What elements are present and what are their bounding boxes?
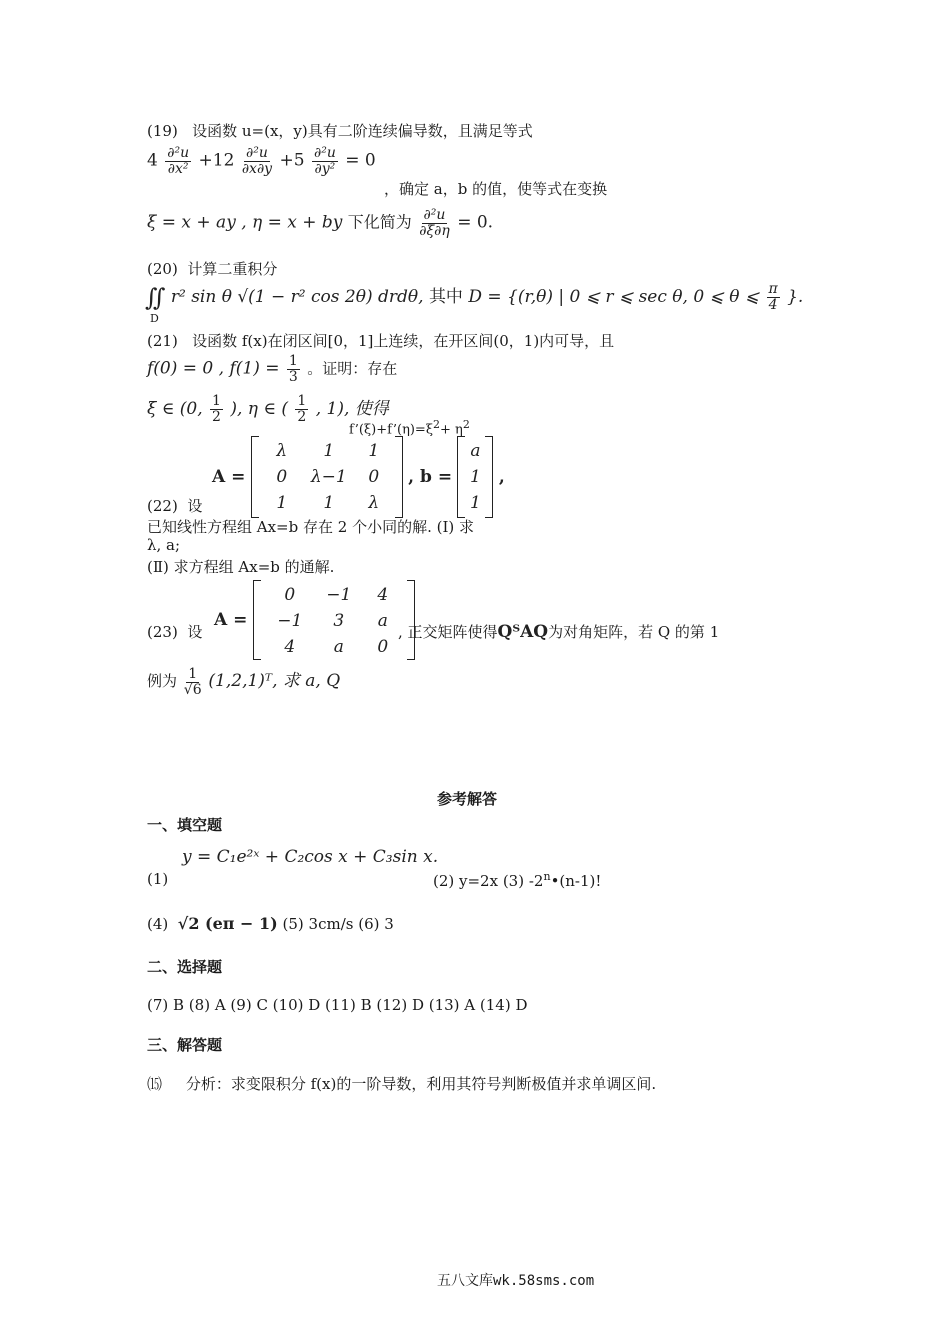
q20-label: (20) [147, 260, 178, 278]
q19-transform: ξ = x + ay , η = x + by 下化简为 $\frac{\text{∂²u}}{\partial\xi\partial\eta}$ = 0. [147, 207, 494, 239]
q19-text2: ，确定 a，b 的值，使等式在变换 [384, 180, 608, 198]
q22-line3: (Ⅱ) 求方程组 Ax=b 的通解. [147, 558, 335, 576]
q21-conclusion: $f’(\xi)+f’(\eta)=\xi^2+ \eta^2$ [349, 418, 470, 438]
answer-4-6: (4) √2 (eᴨ − 1) (5) 3cm/s (6) 3 [147, 914, 394, 933]
q21-label: (21) [147, 332, 178, 350]
q20-text: (20) 计算二重积分 [147, 260, 278, 278]
q21-exist: ξ ∈ (0, $\frac{1}{2}$ ), η ∈ ( $\frac{1}{2}$ , 1), 使得 [147, 393, 389, 425]
answer-15: ⒂ 分析：求变限积分 f(x)的一阶导数，利用其符号判断极值并求单调区间. [147, 1075, 657, 1093]
q22-line1: 已知线性方程组 Ax=b 存在 2 个小同的解. (Ⅰ) 求 [147, 518, 475, 536]
q20-subscript: D [150, 312, 159, 325]
q19-label: (19) [147, 122, 178, 140]
q22-matrix-A: λ 1 1 0 λ−1 0 1 1 λ [251, 436, 403, 518]
q23-label: (23) 设 [147, 623, 203, 641]
section-fill-in: 一、填空题 [147, 816, 223, 834]
section-choice: 二、选择题 [147, 958, 223, 976]
q19-equation: 4 $\frac{\text{∂²u}}{\text{∂x²}}$ +12 $\frac{\text{∂²u}}{\partial x\partial y}$ +5 $\frac{\text{∂²u}}{\text{∂y²}}$ = 0 [147, 145, 376, 177]
q23-matrix-A: 0 −1 4 −1 3 a 4 a 0 [253, 580, 415, 660]
q20-integral: ∬ r² sin θ √(1 − r² cos 2θ) drdθ, 其中 D = {(r,θ) | 0 ⩽ r ⩽ sec θ, 0 ⩽ θ ⩽ $\frac{\pi}{4}$ }. [145, 281, 804, 313]
q19-text: (19) 设函数 u=(x，y)具有二阶连续偏导数，且满足等式 [147, 122, 533, 140]
q22-line2: λ, a; [147, 536, 181, 554]
q22-matrices: A = λ 1 1 0 λ−1 0 1 1 λ , b = a 1 1 , [212, 436, 505, 518]
q22-label: (22) 设 [147, 497, 203, 515]
choice-answers: (7) B (8) A (9) C (10) D (11) B (12) D (13) A (14) D [147, 996, 528, 1014]
answer-1-formula: y = C₁e²ˣ + C₂cos x + C₃sin x. [182, 847, 439, 867]
footer-watermark: 五八文库wk.58sms.com [437, 1273, 595, 1289]
q21-text: (21) 设函数 f(x)在闭区间[0，1]上连续，在开区间(0，1)内可导，且 [147, 332, 615, 350]
answer-2-3: (2) y=2x (3) -2$^n$•(n-1)! [433, 870, 602, 890]
q23-line2: 例为 $\frac{1}{√6}$ (1,2,1)ᵀ, 求 a, Q [147, 665, 341, 698]
q21-condition: f(0) = 0 , f(1) = $\frac{1}{3}$ 。证明：存在 [147, 353, 398, 385]
q22-vector-b: a 1 1 [457, 436, 493, 518]
answers-title: 参考解答 [437, 790, 498, 808]
answer-1-label: (1) [147, 870, 169, 888]
q23-text: , 正交矩阵使得QᵀAQ为对角矩阵，若 Q 的第 1 [398, 622, 720, 642]
section-solutions: 三、解答题 [147, 1036, 223, 1054]
q23-matrix: A = 0 −1 4 −1 3 a 4 a 0 [214, 580, 415, 660]
